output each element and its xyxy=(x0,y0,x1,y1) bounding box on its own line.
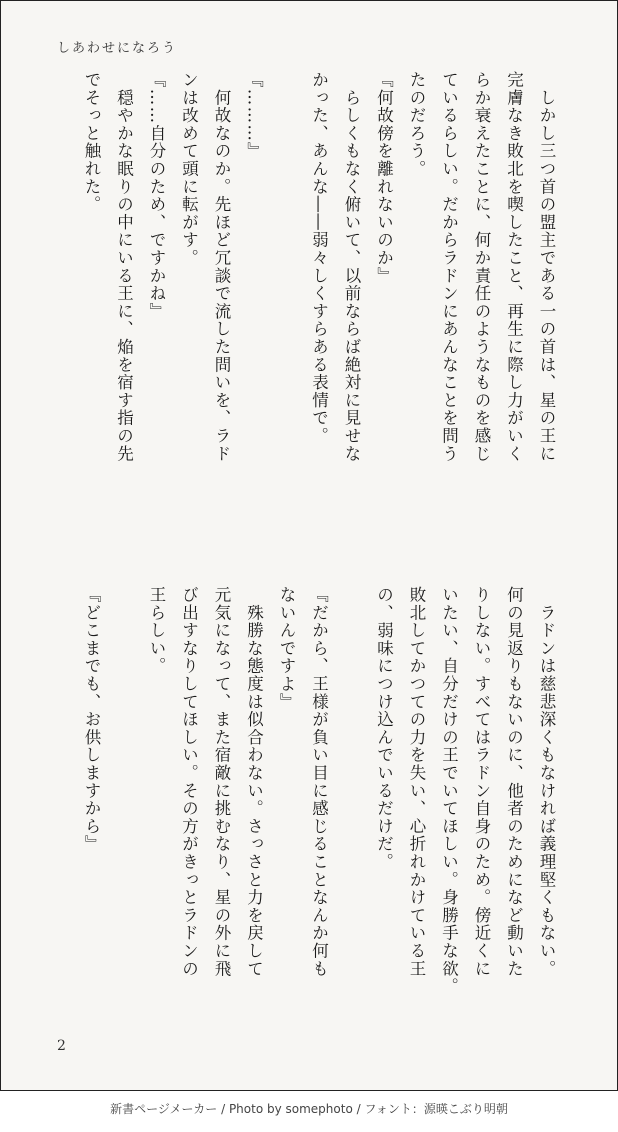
text-block-upper: しかし三つ首の盟主である一の首は、星の王に 完膚なき敗北を喫したこと、再生に際し力がいく らか衰えたことに、何か責任のようなものを感じ ているらしい。だからラドンにあんなことを問う たのだろう。 『何故傍を離れないのか』 らしくもなく俯いて、以前ならば絶対に見せな かった、あんな――弱々しくすらある表情で。 『………』 何故なのか。先ほど冗談で流した問いを、ラド ンは改めて頭に転がす。 『……自分のため、ですかね』 穏やかな眠りの中にいる王に、焔を宿す指の先 でそっと触れた。 xyxy=(82,71,556,463)
page-number: 2 xyxy=(57,1038,66,1054)
running-header: しあわせになろう xyxy=(57,41,178,56)
text-block-lower: ラドンは慈悲深くもなければ義理堅くもない。 何の見返りもないのに、他者のためになど動いた りしない。すべてはラドン自身のため。傍近くに いたい、自分だけの王でいてほしい。身勝手な欲。 敗北してかつての力を失い、心折れかけている王 の、弱味につけ込んでいるだけだ。 『だから、王様が負い目に感じることなんか何も ないんですよ』 殊勝な態度は似合わない。さっさと力を戻して 元気になって、また宿敵に挑むなり、星の外に飛 び出すなりしてほしい。その方がきっとラドンの 王らしい。 『どこまでも、お供しますから』 xyxy=(82,586,556,996)
footer-credit: 新書ページメーカー / Photo by somephoto / フォント：源暎こぶり明朝 xyxy=(110,1102,508,1116)
